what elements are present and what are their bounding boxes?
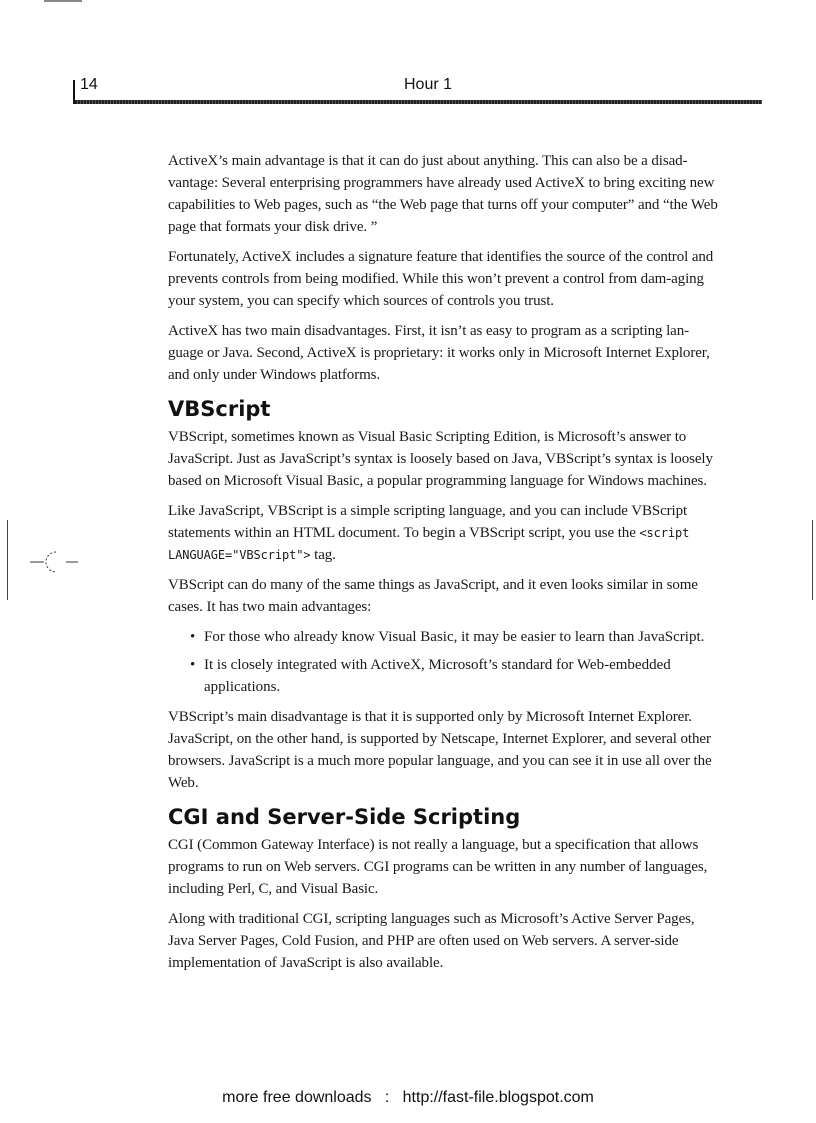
paragraph: Along with traditional CGI, scripting languages such as Microsoft’s Active Server Pages, Java Server Pages, Cold Fusion, and PHP are often used on Web servers. A server-side implementation of JavaScript is also available. <box>168 911 695 971</box>
inline-code: <script LANGUAGE="VBScript"> <box>168 526 690 562</box>
footer-text[interactable]: more free downloads : http://fast-file.blogspot.com <box>222 1089 594 1106</box>
header-rule <box>75 100 762 104</box>
paragraph: VBScript’s main disadvantage is that it is supported only by Microsoft Internet Explorer. JavaScript, on the other hand, is supported by Netscape, Internet Explorer, and several other browsers. JavaScript is a much more popular language, and you can see it in use all over the Web. <box>168 709 712 791</box>
paragraph: ActiveX has two main disadvantages. First, it isn’t as easy to program as a scripting lan-guage or Java. Second, ActiveX is proprietary: it works only in Microsoft Internet Explorer, and only under Windows platforms. <box>168 323 710 383</box>
registration-mark-icon <box>30 548 80 576</box>
bullet-icon: • <box>190 629 196 645</box>
list-item-text: It is closely integrated with ActiveX, Microsoft’s standard for Web-embedded applications. <box>204 657 671 695</box>
paragraph: CGI (Common Gateway Interface) is not really a language, but a specification that allows programs to run on Web servers. CGI programs can be written in any number of languages, including Perl, C, and Visual Basic. <box>168 837 708 897</box>
top-edge-rule <box>44 0 82 2</box>
bullet-list <box>168 626 724 698</box>
paragraph-text: Like JavaScript, VBScript is a simple scripting language, and you can include VBScript statements within an HTML document. To begin a VBScript script, you use the <box>168 503 688 541</box>
page-body <box>168 150 724 982</box>
section-heading-cgi: CGI and Server-Side Scripting <box>168 805 521 829</box>
list-item-text: For those who already know Visual Basic, it may be easier to learn than JavaScript. <box>204 629 705 645</box>
running-head: Hour 1 <box>403 76 453 93</box>
paragraph: ActiveX’s main advantage is that it can do just about anything. This can also be a disad-vantage: Several enterprising programmers have already used ActiveX to bring exciting new capabilities to Web pages, such as “the Web page that turns off your computer” and “the Web page that formats your disk drive. ” <box>168 153 718 235</box>
footer-link[interactable] <box>0 1089 816 1107</box>
paragraph: VBScript can do many of the same things as JavaScript, and it even looks similar in some cases. It has two main advantages: <box>168 577 698 615</box>
crop-mark-left <box>7 520 8 600</box>
bullet-icon: • <box>190 657 196 673</box>
paragraph: VBScript, sometimes known as Visual Basic Scripting Edition, is Microsoft’s answer to JavaScript. Just as JavaScript’s syntax is loosely based on Java, VBScript’s syntax is loosely based on Microsoft Visual Basic, a popular programming language for Windows machines. <box>168 429 713 489</box>
list-item <box>190 626 724 648</box>
crop-mark-right <box>812 520 813 600</box>
paragraph: Fortunately, ActiveX includes a signature feature that identifies the source of the control and prevents controls from being modified. While this won’t prevent a control from dam-aging your system, you can specify which sources of controls you trust. <box>168 249 714 309</box>
section-heading-vbscript: VBScript <box>168 397 271 421</box>
paragraph-text: tag. <box>310 547 336 563</box>
paragraph <box>168 500 724 566</box>
list-item <box>190 654 724 698</box>
page-number: 14 <box>80 76 98 93</box>
